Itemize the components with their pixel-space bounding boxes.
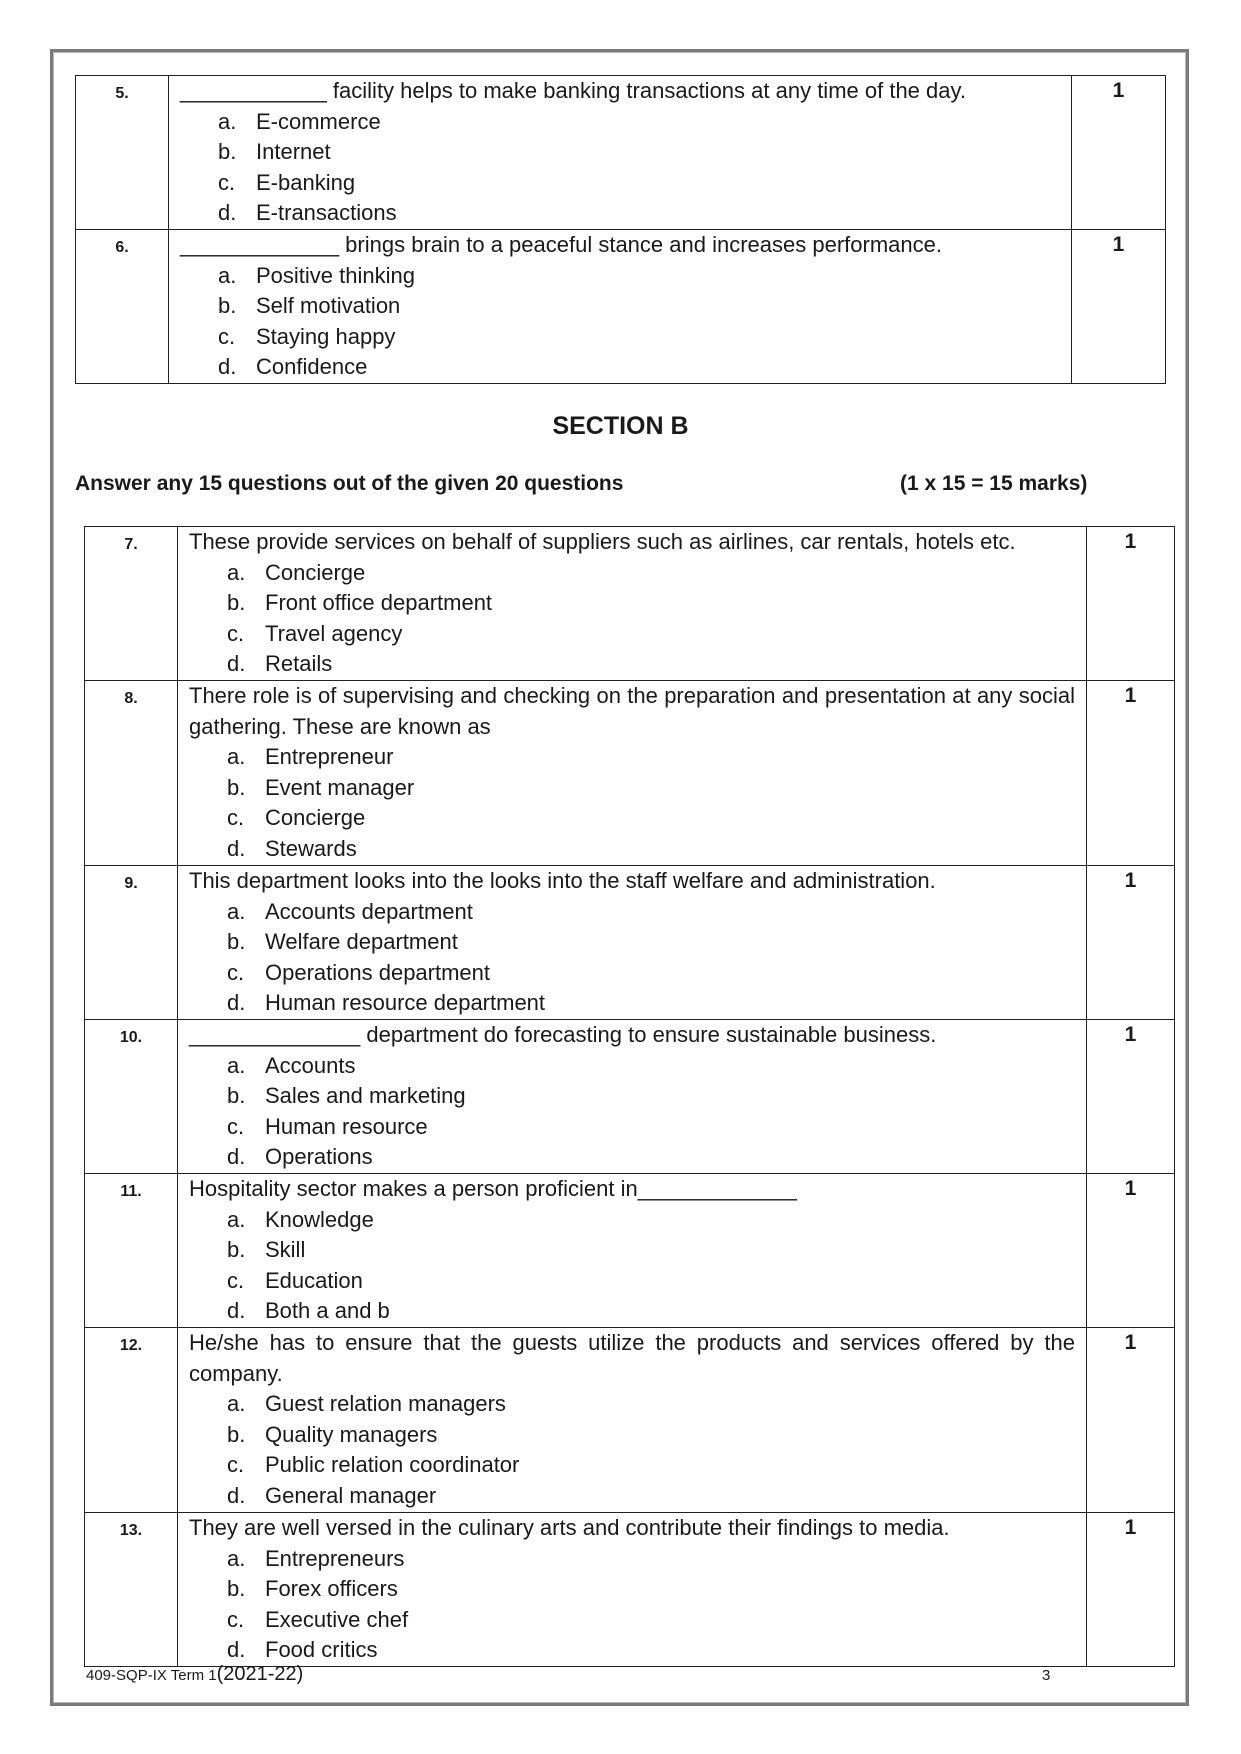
option-item bbox=[189, 1142, 1075, 1173]
option-text: Education bbox=[265, 1267, 363, 1293]
footer-code-text: 409-SQP-IX Term 1 bbox=[86, 1667, 217, 1684]
question-body bbox=[178, 1174, 1087, 1328]
question-body bbox=[169, 230, 1072, 384]
question-text: This department looks into the looks into the staff welfare and administration. bbox=[189, 868, 936, 893]
options-list bbox=[189, 1051, 1075, 1173]
option-item bbox=[189, 588, 1075, 619]
option-letter: a. bbox=[227, 1545, 246, 1571]
option-item bbox=[189, 619, 1075, 650]
question-row bbox=[76, 230, 1166, 384]
question-marks: 1 bbox=[1087, 1174, 1175, 1328]
section-marks-note: (1 x 15 = 15 marks) bbox=[900, 472, 1088, 495]
option-letter: d. bbox=[218, 200, 237, 225]
options-list bbox=[189, 1205, 1075, 1327]
question-text: There role is of supervising and checking on the preparation and presentation at any social gathering. These are known as bbox=[189, 683, 1075, 739]
options-list bbox=[189, 1544, 1075, 1666]
question-body bbox=[178, 1513, 1087, 1667]
option-item bbox=[189, 1574, 1075, 1605]
question-number: 11. bbox=[85, 1174, 178, 1328]
option-text: Public relation coordinator bbox=[265, 1452, 520, 1477]
question-text: He/she has to ensure that the guests utilize the products and services offered by the company. bbox=[189, 1330, 1075, 1386]
option-item bbox=[189, 1605, 1075, 1636]
option-item bbox=[180, 168, 1060, 199]
question-row bbox=[85, 527, 1175, 681]
question-body bbox=[178, 1328, 1087, 1513]
option-letter: b. bbox=[227, 1421, 246, 1447]
option-text: Executive chef bbox=[265, 1606, 409, 1632]
option-item bbox=[180, 137, 1060, 168]
question-text: These provide services on behalf of suppliers such as airlines, car rentals, hotels etc. bbox=[189, 529, 1016, 554]
question-table-section-b bbox=[84, 526, 1175, 1667]
option-text: Operations department bbox=[265, 959, 491, 985]
option-item bbox=[189, 773, 1075, 804]
option-item bbox=[189, 1481, 1075, 1512]
option-letter: c. bbox=[227, 959, 245, 985]
question-text: Hospitality sector makes a person proficient in_____________ bbox=[189, 1176, 797, 1201]
option-text: Concierge bbox=[265, 805, 366, 830]
option-text: Accounts department bbox=[265, 898, 473, 924]
question-body bbox=[178, 866, 1087, 1020]
option-item bbox=[189, 1450, 1075, 1481]
option-letter: b. bbox=[227, 590, 246, 615]
question-row bbox=[85, 1328, 1175, 1513]
option-item bbox=[189, 1112, 1075, 1143]
option-text: Internet bbox=[256, 139, 331, 164]
question-number: 13. bbox=[85, 1513, 178, 1667]
question-row bbox=[85, 1174, 1175, 1328]
options-list bbox=[180, 261, 1060, 383]
section-instruction: Answer any 15 questions out of the given 20 questions bbox=[75, 472, 624, 495]
option-text: Event manager bbox=[265, 774, 415, 800]
option-letter: b. bbox=[227, 1237, 246, 1262]
question-marks: 1 bbox=[1087, 1020, 1175, 1174]
option-item bbox=[189, 1296, 1075, 1327]
option-text: Skill bbox=[265, 1237, 306, 1262]
question-row bbox=[85, 866, 1175, 1020]
option-text: Confidence bbox=[256, 354, 368, 379]
question-text: ______________ department do forecasting to ensure sustainable business. bbox=[189, 1022, 937, 1047]
question-marks: 1 bbox=[1087, 681, 1175, 866]
option-letter: d. bbox=[227, 1482, 246, 1508]
option-letter: b. bbox=[227, 774, 246, 800]
option-text: Stewards bbox=[265, 835, 357, 861]
option-item bbox=[189, 742, 1075, 773]
option-letter: a. bbox=[227, 744, 246, 769]
option-letter: b. bbox=[218, 139, 237, 164]
option-text: Concierge bbox=[265, 559, 366, 585]
option-text: Forex officers bbox=[265, 1576, 398, 1601]
question-text: ____________ facility helps to make banking transactions at any time of the day. bbox=[180, 78, 966, 103]
question-row bbox=[76, 76, 1166, 230]
page-number: 3 bbox=[1042, 1667, 1051, 1684]
question-row bbox=[85, 681, 1175, 866]
option-text: Travel agency bbox=[265, 620, 403, 646]
option-text: Positive thinking bbox=[256, 262, 415, 288]
option-letter: c. bbox=[227, 1113, 245, 1139]
option-item bbox=[189, 1420, 1075, 1451]
question-body bbox=[178, 527, 1087, 681]
question-text: They are well versed in the culinary arts and contribute their findings to media. bbox=[189, 1515, 950, 1540]
option-letter: a. bbox=[227, 1052, 246, 1078]
option-letter: b. bbox=[227, 929, 246, 954]
question-marks: 1 bbox=[1087, 1513, 1175, 1667]
option-letter: c. bbox=[227, 1606, 245, 1632]
option-text: Guest relation managers bbox=[265, 1391, 506, 1416]
option-text: Human resource department bbox=[265, 990, 546, 1015]
question-number: 5. bbox=[76, 76, 169, 230]
option-item bbox=[189, 988, 1075, 1019]
option-text: Front office department bbox=[265, 590, 493, 615]
option-item bbox=[180, 261, 1060, 292]
option-letter: a. bbox=[227, 898, 246, 924]
question-number: 8. bbox=[85, 681, 178, 866]
option-letter: d. bbox=[227, 1298, 246, 1323]
question-marks: 1 bbox=[1087, 527, 1175, 681]
option-text: Entrepreneur bbox=[265, 744, 394, 769]
options-list bbox=[189, 742, 1075, 864]
footer-code bbox=[86, 1663, 303, 1686]
option-letter: c. bbox=[218, 323, 236, 349]
question-marks: 1 bbox=[1072, 76, 1166, 230]
option-text: Retails bbox=[265, 651, 333, 676]
option-item bbox=[189, 1544, 1075, 1575]
option-item bbox=[189, 834, 1075, 865]
option-letter: a. bbox=[227, 1391, 246, 1416]
question-marks: 1 bbox=[1087, 866, 1175, 1020]
option-item bbox=[180, 198, 1060, 229]
option-text: Operations bbox=[265, 1144, 373, 1169]
question-table-section-a bbox=[75, 75, 1166, 384]
option-text: Staying happy bbox=[256, 323, 396, 349]
question-marks: 1 bbox=[1072, 230, 1166, 384]
option-text: Welfare department bbox=[265, 929, 458, 954]
question-text: _____________ brings brain to a peaceful stance and increases performance. bbox=[180, 232, 942, 257]
question-number: 9. bbox=[85, 866, 178, 1020]
footer-year: (2021-22) bbox=[216, 1663, 304, 1685]
option-letter: d. bbox=[227, 835, 246, 861]
question-row bbox=[85, 1513, 1175, 1667]
question-body bbox=[169, 76, 1072, 230]
options-list bbox=[180, 107, 1060, 229]
section-title: SECTION B bbox=[552, 412, 689, 440]
option-letter: b. bbox=[227, 1083, 246, 1108]
option-text: Knowledge bbox=[265, 1206, 374, 1232]
question-row bbox=[85, 1020, 1175, 1174]
option-item bbox=[189, 1205, 1075, 1236]
option-letter: c. bbox=[218, 169, 236, 195]
question-number: 6. bbox=[76, 230, 169, 384]
option-text: E-banking bbox=[256, 169, 356, 195]
option-letter: c. bbox=[227, 1267, 245, 1293]
option-item bbox=[180, 107, 1060, 138]
option-letter: d. bbox=[227, 1144, 246, 1169]
question-number: 12. bbox=[85, 1328, 178, 1513]
option-letter: a. bbox=[218, 108, 237, 134]
option-letter: d. bbox=[218, 354, 237, 379]
option-item bbox=[189, 1266, 1075, 1297]
option-text: Entrepreneurs bbox=[265, 1545, 405, 1571]
option-item bbox=[189, 958, 1075, 989]
question-number: 10. bbox=[85, 1020, 178, 1174]
options-list bbox=[189, 558, 1075, 680]
option-letter: c. bbox=[227, 620, 245, 646]
option-text: Human resource bbox=[265, 1113, 428, 1139]
question-body bbox=[178, 681, 1087, 866]
option-item bbox=[189, 649, 1075, 680]
option-text: E-commerce bbox=[256, 108, 381, 134]
option-letter: d. bbox=[227, 1637, 246, 1662]
question-marks: 1 bbox=[1087, 1328, 1175, 1513]
option-letter: b. bbox=[218, 293, 237, 318]
option-letter: d. bbox=[227, 990, 246, 1015]
option-item bbox=[180, 322, 1060, 353]
option-item bbox=[180, 352, 1060, 383]
option-item bbox=[189, 1389, 1075, 1420]
option-item bbox=[180, 291, 1060, 322]
option-letter: c. bbox=[227, 1452, 245, 1477]
option-letter: b. bbox=[227, 1576, 246, 1601]
option-text: Accounts bbox=[265, 1052, 356, 1078]
option-text: E-transactions bbox=[256, 200, 397, 225]
option-text: Self motivation bbox=[256, 293, 401, 318]
option-letter: a. bbox=[227, 1206, 246, 1232]
option-item bbox=[189, 803, 1075, 834]
option-item bbox=[189, 1081, 1075, 1112]
option-item bbox=[189, 897, 1075, 928]
options-list bbox=[189, 1389, 1075, 1511]
option-text: Quality managers bbox=[265, 1421, 438, 1447]
option-letter: c. bbox=[227, 805, 245, 830]
question-number: 7. bbox=[85, 527, 178, 681]
option-letter: a. bbox=[227, 559, 246, 585]
option-letter: a. bbox=[218, 262, 237, 288]
option-text: Both a and b bbox=[265, 1298, 390, 1323]
question-body bbox=[178, 1020, 1087, 1174]
option-item bbox=[189, 1051, 1075, 1082]
option-item bbox=[189, 1635, 1075, 1666]
option-text: Food critics bbox=[265, 1637, 378, 1662]
option-text: General manager bbox=[265, 1482, 437, 1508]
option-item bbox=[189, 558, 1075, 589]
option-text: Sales and marketing bbox=[265, 1083, 466, 1108]
option-letter: d. bbox=[227, 651, 246, 676]
option-item bbox=[189, 927, 1075, 958]
options-list bbox=[189, 897, 1075, 1019]
option-item bbox=[189, 1235, 1075, 1266]
